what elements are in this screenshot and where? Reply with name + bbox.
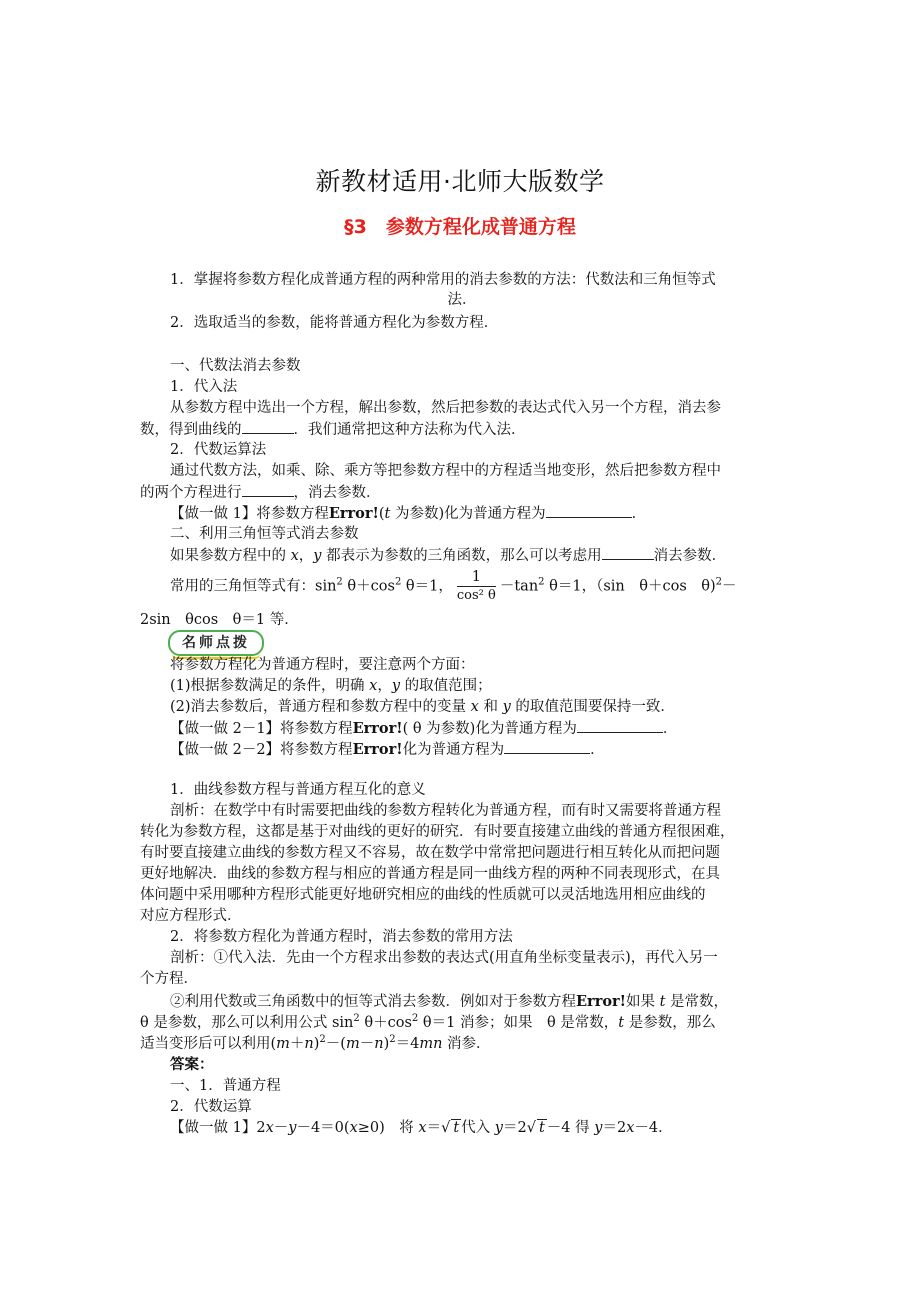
part1-heading: 一、代数法消去参数 xyxy=(170,358,301,374)
analysis-1-line5: 体问题中采用哪种方程形式能更好地研究相应的曲线的性质就可以灵活地选用相应曲线的 xyxy=(140,887,706,903)
analysis-2-line4: θ 是参数，那么可以利用公式 $\sin^2 \theta+\cos^2$ θ＝1 消参；如果 θ 是常数，t 是参数，那么 xyxy=(140,1013,716,1031)
tips-line-1: 将参数方程化为普通方程时，要注意两个方面： xyxy=(170,657,475,673)
section-title: §3 参数方程化成普通方程 xyxy=(344,216,576,238)
objective-1-end: 法． xyxy=(447,292,477,308)
part2-heading: 二、利用三角恒等式消去参数 xyxy=(170,526,359,542)
fill-blank xyxy=(242,419,294,434)
part1-sub1: 1．代入法 xyxy=(170,379,238,395)
answers-label: 答案： xyxy=(170,1056,214,1073)
exercise-2-1: 【做一做 2－1】将参数方程Error!( θ 为参数)化为普通方程为 ． xyxy=(170,720,678,737)
teacher-tips-badge: 名师点拨 xyxy=(168,630,264,656)
analysis-2-line1: 剖析：①代入法．先由一个方程求出参数的表达式(用直角坐标变量表示)，再代入另一 xyxy=(170,950,718,966)
answer-2: 2．代数运算 xyxy=(170,1099,252,1115)
analysis-heading-2: 2．将参数方程化为普通方程时，消去参数的常用方法 xyxy=(170,929,513,945)
part1-para2-line1: 通过代数方法，如乘、除、乘方等把参数方程中的方程适当地变形，然后把参数方程中 xyxy=(170,463,721,479)
answer-1: 一、1．普通方程 xyxy=(170,1078,281,1094)
part1-para1-line2: 数，得到曲线的 ．我们通常把这种方法称为代入法． xyxy=(140,419,784,440)
trig-identities-end: 2sin θcos θ＝1 等． xyxy=(140,612,299,628)
analysis-1-line4: 更好地解决．曲线的参数方程与相应的普通方程是同一曲线方程的两种不同表现形式，在具 xyxy=(140,866,720,882)
analysis-1-line3: 有时要直接建立曲线的参数方程又不容易，故在数学中常常把问题进行相互转化从而把问题 xyxy=(140,845,720,861)
objective-1: 1．掌握将参数方程化成普通方程的两种常用的消去参数的方法：代数法和三角恒等式 xyxy=(170,272,716,288)
part1-sub2: 2．代数运算法 xyxy=(170,442,267,458)
analysis-heading-1: 1．曲线参数方程与普通方程互化的意义 xyxy=(170,782,426,798)
analysis-1-line1: 剖析：在数学中有时需要把曲线的参数方程转化为普通方程，而有时又需要将普通方程 xyxy=(170,803,721,819)
part1-para2-line2: 的两个方程进行 ，消去参数． xyxy=(140,482,784,503)
analysis-2-line2: 个方程． xyxy=(140,971,198,987)
fill-blank xyxy=(577,718,663,733)
analysis-1-line6: 对应方程形式． xyxy=(140,908,242,924)
answer-3: 【做一做 1】2x－y－4＝0(x≥0) 将 x＝√ t 代入 y＝2√ t －4 得 y＝2x－4． xyxy=(170,1120,673,1136)
fill-blank xyxy=(242,482,294,497)
tips-line-3: (2)消去参数后，普通方程和参数方程中的变量 x 和 y 的取值范围要保持一致． xyxy=(170,699,675,715)
page-title: 新教材适用·北师大版数学 xyxy=(315,167,605,196)
analysis-1-line2: 转化为参数方程，这都是基于对曲线的更好的研究．有时要直接建立曲线的普通方程很困难， xyxy=(140,824,735,840)
tips-line-2: (1)根据参数满足的条件，明确 x，y 的取值范围； xyxy=(170,678,492,694)
trig-identities: 常用的三角恒等式有：$\sin^2 \theta+\cos^2$ θ＝1， $\frac{1}{\text{cos² θ}}$ $-\tan^2$ θ＝1，（sin θ＋cos θ)$^2$－ xyxy=(170,569,737,603)
objective-2: 2．选取适当的参数，能将普通方程化为参数方程． xyxy=(170,315,499,331)
analysis-2-line5: 适当变形后可以利用$(m+n)^2-(m-n)^2=4mn$ 消参． xyxy=(140,1034,491,1052)
exercise-2-2: 【做一做 2－2】将参数方程Error!化为普通方程为 ． xyxy=(170,741,605,758)
part2-para1: 如果参数方程中的 x，y 都表示为参数的三角函数，那么可以考虑用 消去参数． xyxy=(140,545,784,566)
fraction: $\frac{1}{\text{cos² θ}}$ xyxy=(456,569,496,603)
exercise-1: 【做一做 1】将参数方程Error!(t 为参数)化为普通方程为 ． xyxy=(170,505,647,522)
fill-blank xyxy=(602,545,654,560)
fill-blank xyxy=(546,503,632,518)
fill-blank xyxy=(504,739,590,754)
part1-para1-line1: 从参数方程中选出一个方程，解出参数，然后把参数的表达式代入另一个方程，消去参 xyxy=(170,400,721,416)
analysis-2-line3: ②利用代数或三角函数中的恒等式消去参数．例如对于参数方程Error!如果 t 是常数， xyxy=(170,993,729,1010)
